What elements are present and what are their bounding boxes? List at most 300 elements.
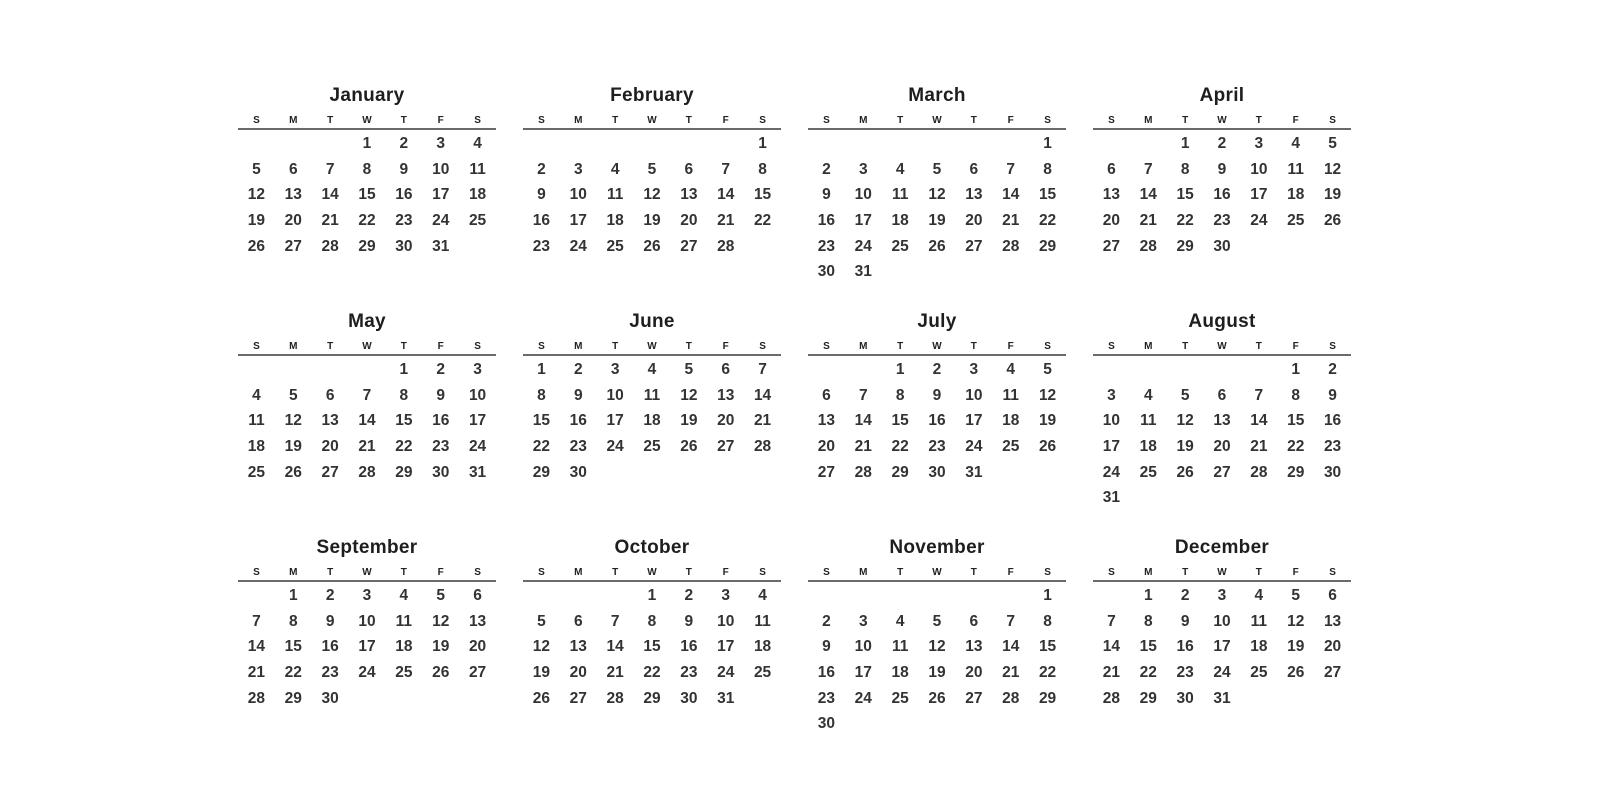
month-november xyxy=(808,536,1066,762)
day-cell: 30 xyxy=(569,463,587,481)
day-cell: 5 xyxy=(647,160,657,178)
day-cell: 4 xyxy=(1006,361,1016,378)
weekday-label: W xyxy=(362,567,372,578)
weekday-header-row xyxy=(238,108,496,130)
day-cell-empty xyxy=(882,131,919,157)
day-cell: 3 xyxy=(473,361,482,378)
day-cell: 22 xyxy=(395,438,413,456)
day-cell: 3 xyxy=(1254,135,1264,152)
day-cell: 11 xyxy=(1250,612,1268,630)
day-cell: 20 xyxy=(569,664,587,682)
day-cell: 26 xyxy=(1287,664,1305,682)
day-cell: 28 xyxy=(606,689,624,707)
day-cell: 12 xyxy=(247,186,266,204)
day-cell: 10 xyxy=(1213,612,1231,630)
day-cell: 6 xyxy=(1217,386,1227,404)
day-cell: 13 xyxy=(468,612,487,630)
day-cell: 18 xyxy=(1287,186,1305,204)
day-cell: 5 xyxy=(288,386,298,404)
day-cell-empty xyxy=(1130,357,1167,383)
weekday-label: W xyxy=(647,341,657,352)
day-cell: 18 xyxy=(1002,412,1020,430)
day-cell: 31 xyxy=(432,237,450,255)
day-cell: 18 xyxy=(395,638,413,656)
day-cell: 5 xyxy=(436,587,446,604)
day-cell: 23 xyxy=(817,237,836,255)
day-cell: 14 xyxy=(1250,412,1268,430)
day-cell: 16 xyxy=(817,664,836,682)
day-cell: 9 xyxy=(822,186,831,204)
day-cell: 28 xyxy=(753,438,772,456)
weekday-label: F xyxy=(722,341,729,352)
weekday-label: S xyxy=(823,341,830,352)
weekday-label: T xyxy=(327,115,334,126)
day-cell: 7 xyxy=(252,612,261,630)
day-cell: 14 xyxy=(321,186,339,204)
day-cell-empty xyxy=(882,711,919,737)
day-cell: 21 xyxy=(1139,212,1157,230)
weekday-label: S xyxy=(759,341,766,352)
day-cell: 17 xyxy=(854,212,872,230)
day-cell: 14 xyxy=(1002,638,1020,656)
weekday-label: W xyxy=(362,341,372,352)
day-cell: 6 xyxy=(288,160,298,178)
weekday-label: M xyxy=(574,567,583,578)
day-cell: 12 xyxy=(1038,386,1057,404)
day-cell-empty xyxy=(1314,234,1351,260)
day-cell: 6 xyxy=(822,386,831,404)
day-cell: 7 xyxy=(858,386,868,404)
weekday-header-row xyxy=(523,334,781,356)
day-cell: 22 xyxy=(1038,664,1057,682)
day-cell-empty xyxy=(919,259,956,285)
weekday-label: F xyxy=(722,115,729,126)
day-cell: 21 xyxy=(1002,212,1020,230)
day-cell: 15 xyxy=(532,412,551,430)
day-cell: 4 xyxy=(252,386,261,404)
day-cell: 19 xyxy=(432,638,450,656)
day-cell: 3 xyxy=(573,160,583,178)
day-cell: 2 xyxy=(537,160,546,178)
day-cell-empty xyxy=(744,686,781,712)
day-cell: 25 xyxy=(606,237,624,255)
day-cell: 2 xyxy=(1328,361,1337,378)
day-cell: 19 xyxy=(247,212,266,230)
day-cell: 13 xyxy=(1213,412,1231,430)
day-cell: 5 xyxy=(1328,135,1337,152)
day-cell: 9 xyxy=(436,386,446,404)
day-cell-empty xyxy=(882,259,919,285)
day-cell: 18 xyxy=(753,638,772,656)
day-cell-empty xyxy=(955,131,992,157)
day-cell: 15 xyxy=(395,412,413,430)
day-cell: 3 xyxy=(362,587,372,604)
day-cell: 10 xyxy=(1250,160,1268,178)
weekday-label: T xyxy=(612,567,619,578)
day-cell: 22 xyxy=(643,664,661,682)
day-cell: 21 xyxy=(606,664,624,682)
weekday-label: F xyxy=(1292,567,1299,578)
weekday-label: M xyxy=(289,341,298,352)
day-cell: 13 xyxy=(321,412,339,430)
weekday-label: W xyxy=(1217,567,1227,578)
day-cell: 9 xyxy=(932,386,942,404)
day-cell: 29 xyxy=(1176,237,1194,255)
day-cell-empty xyxy=(459,686,496,712)
month-days xyxy=(523,130,781,259)
day-cell: 15 xyxy=(1287,412,1305,430)
day-cell: 1 xyxy=(288,587,298,604)
day-cell: 1 xyxy=(362,135,372,152)
day-cell: 23 xyxy=(432,438,450,456)
month-days xyxy=(808,582,1066,737)
day-cell: 16 xyxy=(532,212,551,230)
day-cell-empty xyxy=(744,460,781,486)
day-cell: 23 xyxy=(321,664,339,682)
day-cell-empty xyxy=(560,131,597,157)
day-cell: 8 xyxy=(758,160,767,178)
day-cell: 6 xyxy=(969,612,979,630)
day-cell: 10 xyxy=(965,386,983,404)
day-cell: 2 xyxy=(932,361,942,378)
weekday-label: M xyxy=(574,341,583,352)
day-cell: 25 xyxy=(395,664,413,682)
day-cell: 27 xyxy=(680,237,698,255)
day-cell-empty xyxy=(919,711,956,737)
weekday-label: W xyxy=(1217,115,1227,126)
weekday-label: M xyxy=(1144,567,1153,578)
day-cell-empty xyxy=(459,234,496,260)
day-cell: 10 xyxy=(606,386,624,404)
month-days xyxy=(238,130,496,259)
month-title: September xyxy=(316,537,418,558)
month-days xyxy=(1093,130,1351,259)
day-cell: 27 xyxy=(717,438,735,456)
day-cell: 23 xyxy=(569,438,587,456)
day-cell: 16 xyxy=(1213,186,1231,204)
day-cell: 28 xyxy=(1002,689,1020,707)
weekday-header-row xyxy=(1093,334,1351,356)
day-cell: 30 xyxy=(1323,463,1342,481)
day-cell: 16 xyxy=(321,638,339,656)
day-cell: 1 xyxy=(1180,135,1190,152)
day-cell: 8 xyxy=(399,386,409,404)
day-cell: 17 xyxy=(854,664,872,682)
day-cell: 21 xyxy=(358,438,376,456)
day-cell: 2 xyxy=(822,612,831,630)
day-cell: 22 xyxy=(284,664,302,682)
day-cell: 5 xyxy=(684,361,694,378)
day-cell: 11 xyxy=(891,186,909,204)
day-cell: 28 xyxy=(717,237,735,255)
day-cell: 18 xyxy=(468,186,487,204)
day-cell: 26 xyxy=(680,438,698,456)
day-cell: 13 xyxy=(1323,612,1342,630)
day-cell-empty xyxy=(523,583,560,609)
day-cell: 1 xyxy=(647,587,657,604)
day-cell: 10 xyxy=(854,638,872,656)
weekday-label: M xyxy=(1144,115,1153,126)
day-cell: 16 xyxy=(817,212,836,230)
day-cell-empty xyxy=(955,583,992,609)
day-cell: 22 xyxy=(1287,438,1305,456)
day-cell: 19 xyxy=(643,212,661,230)
day-cell: 4 xyxy=(647,361,657,378)
day-cell: 23 xyxy=(532,237,551,255)
weekday-label: S xyxy=(759,115,766,126)
day-cell: 24 xyxy=(1250,212,1268,230)
day-cell: 17 xyxy=(569,212,587,230)
day-cell: 22 xyxy=(1038,212,1057,230)
day-cell: 26 xyxy=(284,463,302,481)
day-cell: 20 xyxy=(717,412,735,430)
day-cell: 17 xyxy=(358,638,376,656)
day-cell-empty xyxy=(312,131,349,157)
day-cell: 6 xyxy=(721,361,731,378)
day-cell: 18 xyxy=(643,412,661,430)
day-cell: 15 xyxy=(1139,638,1157,656)
day-cell: 13 xyxy=(717,386,735,404)
day-cell: 13 xyxy=(569,638,587,656)
day-cell: 12 xyxy=(532,638,551,656)
day-cell: 26 xyxy=(432,664,450,682)
day-cell-empty xyxy=(1029,711,1066,737)
day-cell-empty xyxy=(1314,485,1351,511)
day-cell-empty xyxy=(670,460,707,486)
day-cell: 11 xyxy=(1140,412,1157,430)
day-cell: 12 xyxy=(1287,612,1305,630)
day-cell: 8 xyxy=(1291,386,1301,404)
day-cell: 11 xyxy=(643,386,661,404)
weekday-label: S xyxy=(1329,341,1336,352)
weekday-label: S xyxy=(1044,341,1051,352)
day-cell: 27 xyxy=(569,689,587,707)
month-title: January xyxy=(329,85,405,106)
day-cell: 17 xyxy=(1213,638,1231,656)
day-cell: 4 xyxy=(399,587,409,604)
weekday-label: F xyxy=(722,567,729,578)
day-cell: 1 xyxy=(895,361,905,378)
day-cell-empty xyxy=(349,686,386,712)
month-title: December xyxy=(1174,537,1270,558)
day-cell: 29 xyxy=(284,689,302,707)
day-cell: 24 xyxy=(606,438,624,456)
day-cell: 15 xyxy=(358,186,376,204)
day-cell: 9 xyxy=(573,386,583,404)
weekday-label: T xyxy=(1255,115,1262,126)
day-cell: 19 xyxy=(1323,186,1342,204)
day-cell: 24 xyxy=(854,237,872,255)
day-cell: 31 xyxy=(965,463,983,481)
day-cell: 22 xyxy=(532,438,551,456)
day-cell: 17 xyxy=(717,638,735,656)
day-cell: 6 xyxy=(1107,160,1116,178)
month-title: October xyxy=(614,537,690,558)
day-cell: 9 xyxy=(1328,386,1337,404)
day-cell-empty xyxy=(744,234,781,260)
day-cell-empty xyxy=(238,583,275,609)
day-cell: 4 xyxy=(1143,386,1153,404)
day-cell-empty xyxy=(1277,686,1314,712)
day-cell: 2 xyxy=(684,587,694,604)
day-cell-empty xyxy=(919,131,956,157)
day-cell: 26 xyxy=(1323,212,1342,230)
day-cell: 6 xyxy=(573,612,583,630)
weekday-label: T xyxy=(970,115,977,126)
day-cell: 3 xyxy=(721,587,731,604)
day-cell: 7 xyxy=(721,160,731,178)
day-cell: 28 xyxy=(1139,237,1157,255)
day-cell: 17 xyxy=(1250,186,1268,204)
day-cell: 23 xyxy=(680,664,698,682)
day-cell: 18 xyxy=(891,212,909,230)
day-cell: 28 xyxy=(854,463,872,481)
day-cell: 19 xyxy=(680,412,698,430)
weekday-label: F xyxy=(437,341,444,352)
day-cell: 29 xyxy=(1038,237,1057,255)
day-cell: 9 xyxy=(684,612,694,630)
day-cell-empty xyxy=(1093,583,1130,609)
day-cell: 29 xyxy=(358,237,376,255)
day-cell: 27 xyxy=(1213,463,1231,481)
day-cell: 25 xyxy=(1002,438,1020,456)
day-cell: 28 xyxy=(1002,237,1020,255)
weekday-label: T xyxy=(327,567,334,578)
weekday-label: S xyxy=(1108,567,1115,578)
day-cell-empty xyxy=(1093,131,1130,157)
day-cell: 30 xyxy=(432,463,450,481)
day-cell-empty xyxy=(808,131,845,157)
weekday-label: T xyxy=(897,115,904,126)
month-days xyxy=(238,356,496,485)
weekday-label: W xyxy=(932,115,942,126)
day-cell: 19 xyxy=(1038,412,1057,430)
day-cell: 29 xyxy=(1038,689,1057,707)
day-cell-empty xyxy=(349,357,386,383)
day-cell-empty xyxy=(275,357,312,383)
weekday-label: S xyxy=(1329,567,1336,578)
day-cell: 18 xyxy=(891,664,909,682)
day-cell: 25 xyxy=(891,237,909,255)
day-cell: 15 xyxy=(1176,186,1194,204)
day-cell: 17 xyxy=(606,412,624,430)
day-cell: 6 xyxy=(969,160,979,178)
day-cell: 6 xyxy=(1328,587,1337,604)
day-cell: 18 xyxy=(606,212,624,230)
month-title: July xyxy=(917,311,957,332)
day-cell: 21 xyxy=(854,438,872,456)
day-cell: 2 xyxy=(325,587,335,604)
day-cell: 19 xyxy=(1287,638,1305,656)
day-cell-empty xyxy=(955,711,992,737)
day-cell: 24 xyxy=(965,438,983,456)
weekday-label: T xyxy=(970,567,977,578)
day-cell: 8 xyxy=(1043,160,1052,178)
day-cell: 8 xyxy=(362,160,372,178)
day-cell: 2 xyxy=(436,361,446,378)
day-cell-empty xyxy=(992,711,1029,737)
day-cell: 16 xyxy=(569,412,587,430)
day-cell: 16 xyxy=(395,186,413,204)
day-cell: 27 xyxy=(284,237,302,255)
weekday-header-row xyxy=(1093,560,1351,582)
day-cell-empty xyxy=(845,131,882,157)
day-cell: 18 xyxy=(247,438,266,456)
month-april xyxy=(1093,84,1351,310)
day-cell-empty xyxy=(845,711,882,737)
day-cell: 17 xyxy=(965,412,983,430)
day-cell-empty xyxy=(1167,485,1204,511)
day-cell: 1 xyxy=(1043,135,1052,152)
day-cell-empty xyxy=(1130,131,1167,157)
day-cell-empty xyxy=(919,583,956,609)
day-cell: 14 xyxy=(606,638,624,656)
day-cell: 14 xyxy=(854,412,872,430)
day-cell-empty xyxy=(1130,485,1167,511)
day-cell-empty xyxy=(560,583,597,609)
weekday-label: T xyxy=(1255,567,1262,578)
day-cell: 19 xyxy=(928,212,946,230)
month-december xyxy=(1093,536,1351,762)
day-cell: 1 xyxy=(399,361,409,378)
day-cell: 22 xyxy=(1176,212,1194,230)
day-cell: 3 xyxy=(436,135,446,152)
day-cell: 12 xyxy=(432,612,450,630)
day-cell: 29 xyxy=(1139,689,1157,707)
day-cell: 30 xyxy=(1176,689,1194,707)
day-cell-empty xyxy=(1204,485,1241,511)
day-cell: 31 xyxy=(717,689,735,707)
weekday-label: T xyxy=(1182,115,1189,126)
day-cell-empty xyxy=(634,460,671,486)
day-cell: 28 xyxy=(358,463,376,481)
weekday-label: T xyxy=(1255,341,1262,352)
day-cell: 12 xyxy=(680,386,698,404)
day-cell: 25 xyxy=(1287,212,1305,230)
day-cell-empty xyxy=(422,686,459,712)
day-cell: 5 xyxy=(1291,587,1301,604)
day-cell-empty xyxy=(312,357,349,383)
day-cell: 2 xyxy=(399,135,409,152)
month-title: February xyxy=(610,85,694,106)
day-cell: 16 xyxy=(1323,412,1342,430)
day-cell: 17 xyxy=(468,412,487,430)
day-cell: 4 xyxy=(895,160,905,178)
day-cell-empty xyxy=(882,583,919,609)
day-cell: 22 xyxy=(891,438,909,456)
day-cell-empty xyxy=(955,259,992,285)
day-cell: 1 xyxy=(1043,587,1052,604)
day-cell-empty xyxy=(597,131,634,157)
day-cell: 28 xyxy=(321,237,339,255)
weekday-label: M xyxy=(859,341,868,352)
day-cell: 29 xyxy=(643,689,661,707)
day-cell: 11 xyxy=(754,612,771,630)
day-cell: 4 xyxy=(1291,135,1301,152)
day-cell: 15 xyxy=(1038,186,1057,204)
day-cell: 29 xyxy=(532,463,551,481)
day-cell: 9 xyxy=(399,160,409,178)
day-cell: 3 xyxy=(610,361,620,378)
weekday-label: F xyxy=(1007,115,1014,126)
day-cell: 28 xyxy=(247,689,266,707)
day-cell-empty xyxy=(992,460,1029,486)
month-title: March xyxy=(908,85,966,106)
day-cell: 11 xyxy=(469,160,486,178)
day-cell: 20 xyxy=(1213,438,1231,456)
day-cell: 10 xyxy=(854,186,872,204)
day-cell-empty xyxy=(1314,686,1351,712)
